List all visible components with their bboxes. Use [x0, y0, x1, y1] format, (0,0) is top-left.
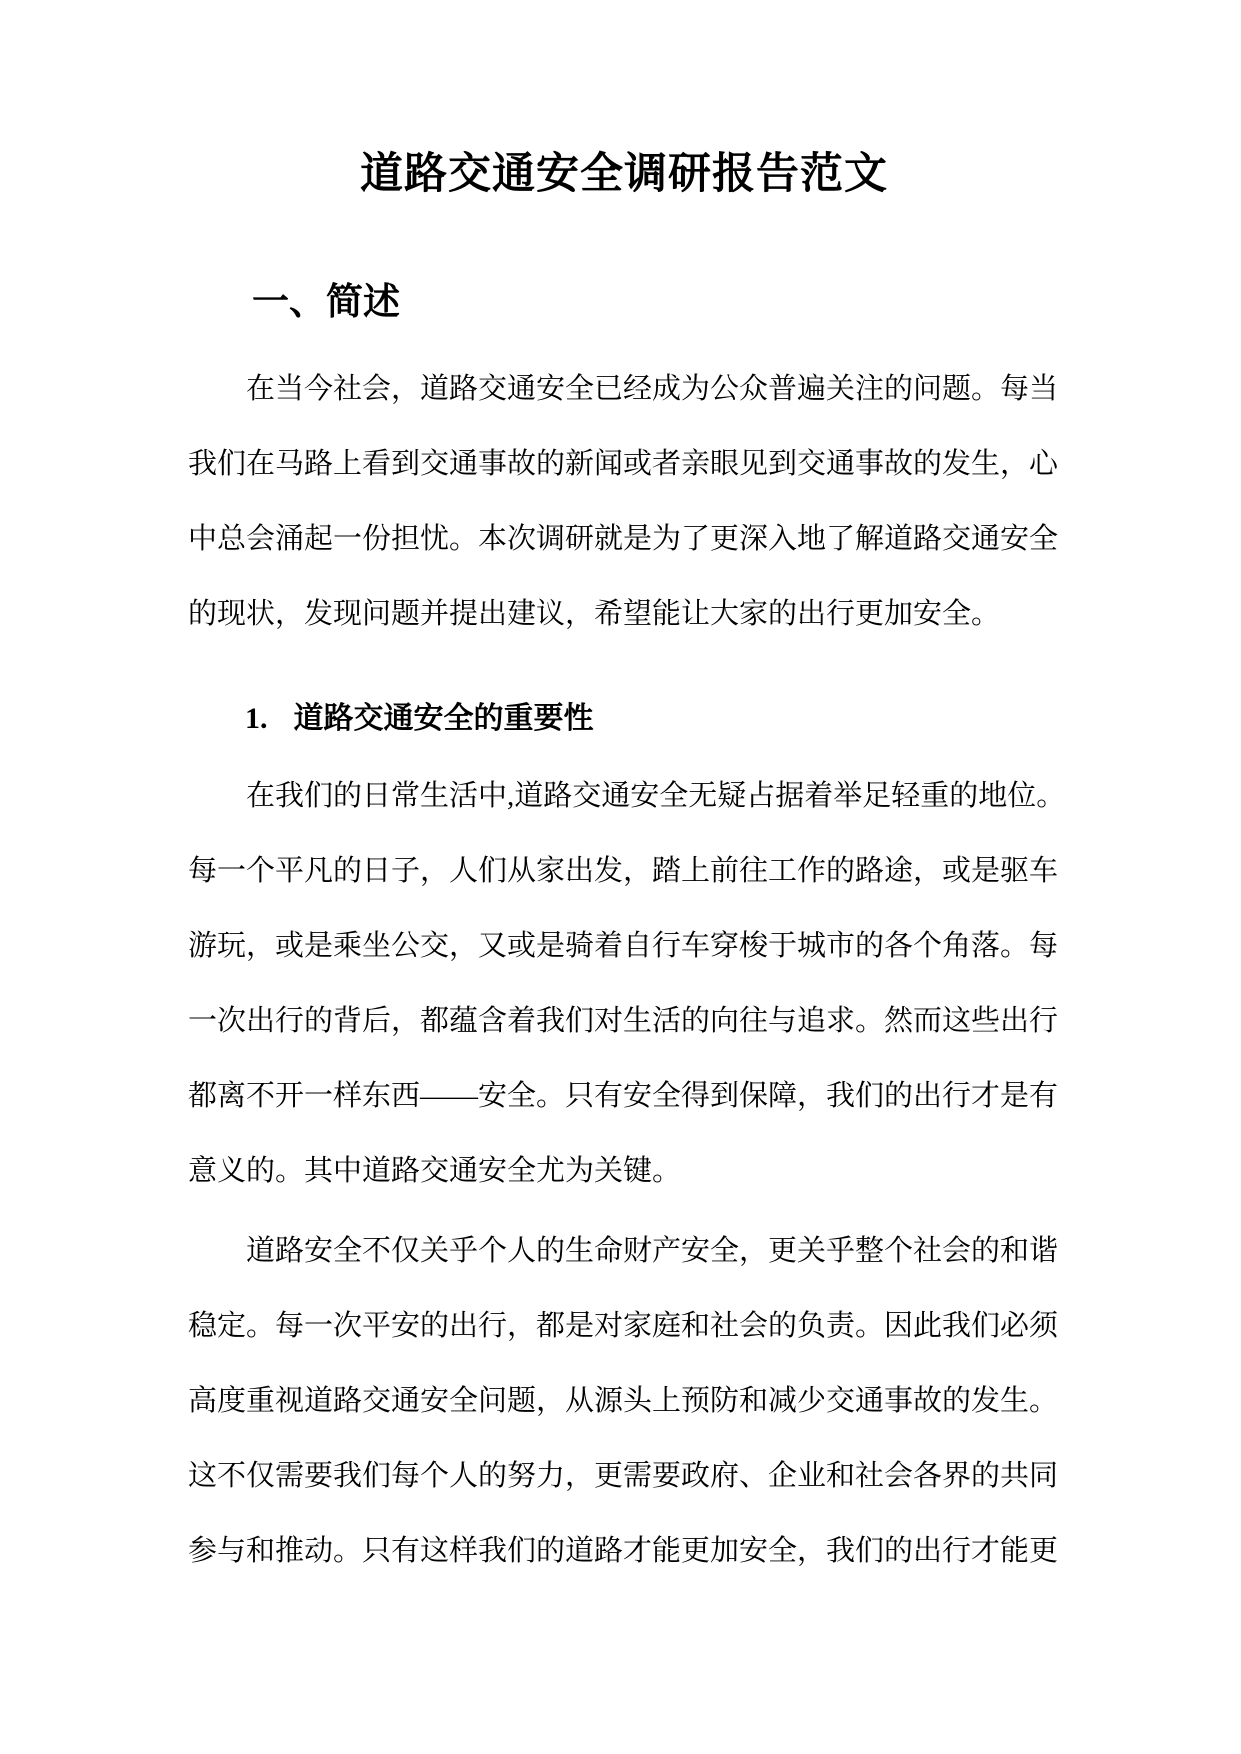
- paragraph-importance: [188, 759, 1066, 1209]
- text-line: 参与和推动。只有这样我们的道路才能更加安全，我们的出行才能更: [188, 1535, 1059, 1567]
- subheading-text: 道路交通安全的重要性: [293, 702, 594, 735]
- subheading-importance: [188, 681, 1060, 756]
- paragraph-society: [188, 1214, 1060, 1589]
- section-heading-brief: 一、简述: [252, 282, 400, 323]
- document-title: 道路交通安全调研报告范文: [360, 151, 888, 198]
- text-line: 中总会涌起一份担忧。本次调研就是为了更深入地了解道路交通安全: [188, 523, 1059, 555]
- text-line: 高度重视道路交通安全问题，从源头上预防和减少交通事故的发生。: [188, 1385, 1059, 1417]
- text-line: 这不仅需要我们每个人的努力，更需要政府、企业和社会各界的共同: [188, 1460, 1059, 1492]
- text-line: 每一个平凡的日子，人们从家出发，踏上前往工作的路途，或是驱车: [188, 855, 1059, 887]
- subheading-number: 1.: [245, 702, 268, 735]
- text-line: 的现状，发现问题并提出建议，希望能让大家的出行更加安全。: [188, 598, 1001, 630]
- text-line: 在当今社会，道路交通安全已经成为公众普遍关注的问题。每当: [246, 373, 1059, 405]
- paragraph-intro: [188, 352, 1060, 652]
- text-line: 都离不开一样东西——安全。只有安全得到保障，我们的出行才是有: [188, 1080, 1059, 1112]
- text-line: 在我们的日常生活中,道路交通安全无疑占据着举足轻重的地位。: [246, 780, 1066, 812]
- text-line: 游玩，或是乘坐公交，又或是骑着自行车穿梭于城市的各个角落。每: [188, 930, 1059, 962]
- text-line: 稳定。每一次平安的出行，都是对家庭和社会的负责。因此我们必须: [188, 1310, 1059, 1342]
- text-line: 我们在马路上看到交通事故的新闻或者亲眼见到交通事故的发生，心: [188, 448, 1059, 480]
- text-line: 一次出行的背后，都蕴含着我们对生活的向往与追求。然而这些出行: [188, 1005, 1059, 1037]
- text-line: 道路安全不仅关乎个人的生命财产安全，更关乎整个社会的和谐: [246, 1235, 1059, 1267]
- text-line: 意义的。其中道路交通安全尤为关键。: [188, 1155, 682, 1187]
